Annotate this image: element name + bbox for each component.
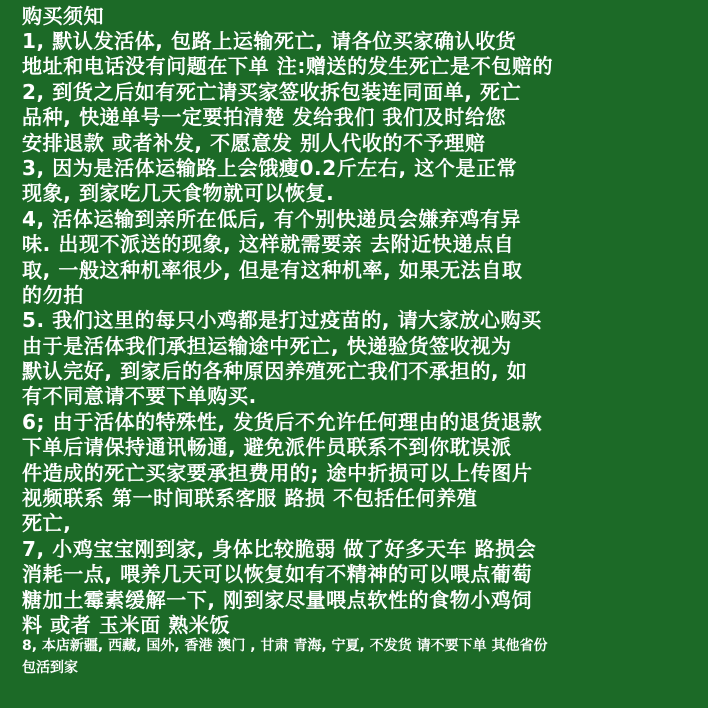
notice-line: 糖加土霉素缓解一下, 刚到家尽量喂点软性的食物小鸡饲: [22, 587, 533, 612]
notice-line: 7, 小鸡宝宝刚到家, 身体比较脆弱 做了好多天车 路损会: [22, 536, 537, 561]
notice-line: 5. 我们这里的每只小鸡都是打过疫苗的, 请大家放心购买: [22, 308, 542, 333]
notice-line: 现象, 到家吃几天食物就可以恢复.: [22, 181, 335, 206]
notice-line: 3, 因为是活体运输路上会饿瘦0.2斤左右, 这个是正常: [22, 155, 518, 180]
notice-line: 料 或者 玉米面 熟米饭: [22, 612, 231, 637]
notice-line: 品种, 快递单号一定要拍清楚 发给我们 我们及时给您: [22, 105, 507, 130]
notice-line: 默认完好, 到家后的各种原因养殖死亡我们不承担的, 如: [22, 359, 528, 384]
notice-line: 取, 一般这种机率很少, 但是有这种机率, 如果无法自取: [22, 257, 523, 282]
notice-line: 2, 到货之后如有死亡请买家签收拆包装连同面单, 死亡: [22, 79, 522, 104]
notice-line: 件造成的死亡买家要承担费用的; 途中折损可以上传图片: [22, 460, 533, 485]
notice-line: 视频联系 第一时间联系客服 路损 不包括任何养殖: [22, 486, 478, 511]
notice-line: 1, 默认发活体, 包路上运输死亡, 请各位买家确认收货: [22, 29, 517, 53]
notice-line: 4, 活体运输到亲所在低后, 有个别快递员会嫌弃鸡有异: [22, 206, 522, 231]
footnote-line: 8, 本店新疆, 西藏, 国外, 香港 澳门 , 甘肃 青海, 宁夏, 不发货 请不要下单 其他省份: [22, 638, 548, 654]
notice-title: 购买须知: [22, 4, 104, 28]
notice-line: 味. 出现不派送的现象, 这样就需要亲 去附近快递点自: [22, 232, 515, 257]
notice-line: 安排退款 或者补发, 不愿意发 别人代收的不予理赔: [22, 130, 486, 155]
notice-line: 地址和电话没有问题在下单 注:赠送的发生死亡是不包赔的: [22, 54, 554, 79]
notice-line: 死亡,: [22, 511, 72, 536]
notice-line: 消耗一点, 喂养几天可以恢复如有不精神的可以喂点葡萄: [22, 562, 533, 587]
notice-line: 下单后请保持通讯畅通, 避免派件员联系不到你耽误派: [22, 435, 512, 460]
notice-line: 6; 由于活体的特殊性, 发货后不允许任何理由的退货退款: [22, 409, 543, 434]
notice-line: 由于是活体我们承担运输途中死亡, 快递验货签收视为: [22, 333, 512, 358]
notice-footnote: [22, 635, 547, 679]
notice-line: 有不同意请不要下单购买.: [22, 384, 257, 409]
footnote-line: 包活到家: [22, 660, 78, 676]
notice-line: 的勿拍: [22, 282, 84, 307]
